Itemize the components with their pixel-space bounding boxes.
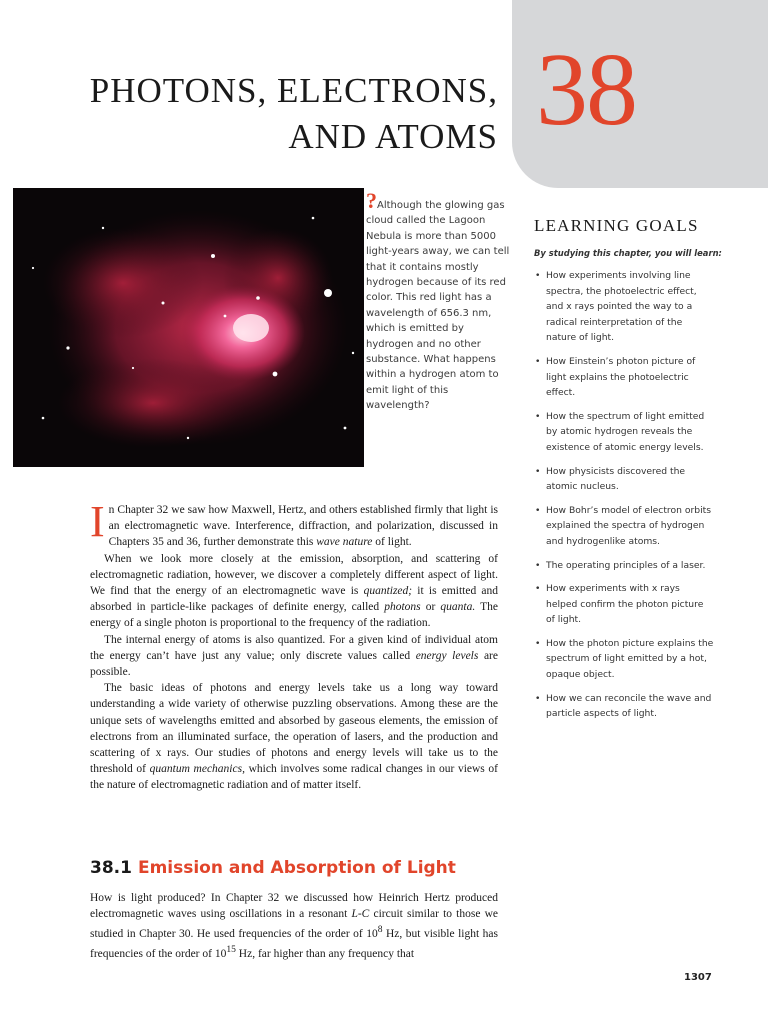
goal-item: • The operating principles of a laser.: [534, 558, 714, 574]
paragraph: In Chapter 32 we saw how Maxwell, Hertz, and others established firmly that light is an electromagnetic wave. Interference, diffraction, and polarization, discussed in Chapters 35 and 36, further demonstrate this wave nature of light.: [90, 497, 498, 549]
learning-goals-heading: LEARNING GOALS: [534, 216, 699, 235]
paragraph: The basic ideas of photons and energy levels take us a long way toward understanding a wide variety of otherwise puzzling observations. Among these are the unique sets of wavelengths emitted and absorbed by gaseous elements, the emission of electrons from an illuminated surface, the operation of lasers, and the production and scattering of x rays. Our studies of photons and energy levels will take us to the threshold of quantum mechanics, which involves some radical changes in our views of the nature of electromagnetic radiation and of matter itself.: [90, 682, 498, 792]
chapter-title-line2: AND ATOMS: [288, 117, 498, 156]
photo-caption: [366, 188, 512, 414]
goal-item: • How Bohr’s model of electron orbits explained the spectra of hydrogen and hydrogenlike atoms.: [534, 503, 714, 550]
paragraph: The internal energy of atoms is also quantized. For a given kind of individual atom the energy can’t have just any value; only discrete values called energy levels are possible.: [90, 633, 498, 679]
section-heading: [90, 858, 456, 878]
goal-item: • How the photon picture explains the spectrum of light emitted by a hot, opaque object.: [534, 636, 714, 683]
caption-text: Although the glowing gas cloud called the Lagoon Nebula is more than 5000 light-years away, we can tell that it contains mostly hydrogen because of its red color. This red light has a wavelength of 656.3 nm, which is emitted by hydrogen and no other substance. What happens within a hydrogen atom to emit light of this wavelength?: [366, 200, 510, 412]
goal-item: • How the spectrum of light emitted by atomic hydrogen reveals the existence of atomic energy levels.: [534, 409, 714, 456]
chapter-intro-text: [90, 497, 499, 794]
chapter-title: [90, 68, 498, 160]
learning-goals: [534, 216, 722, 730]
goal-item: • How experiments with x rays helped confirm the photon picture of light.: [534, 581, 714, 628]
section-title: Emission and Absorption of Light: [137, 858, 456, 878]
goal-item: • How we can reconcile the wave and particle aspects of light.: [534, 691, 714, 722]
goal-item: • How Einstein’s photon picture of light explains the photoelectric effect.: [534, 354, 714, 401]
goal-item: • How experiments involving line spectra, the photoelectric effect, and x rays pointed the way to a radical reinterpretation of the nature of light.: [534, 268, 714, 346]
chapter-number: 38: [536, 32, 636, 147]
goal-item: • How physicists discovered the atomic nucleus.: [534, 464, 714, 495]
page-number: 1307: [684, 972, 712, 983]
section-number: 38.1: [90, 858, 132, 878]
drop-cap: I: [90, 497, 105, 546]
section-text: [90, 890, 498, 962]
chapter-title-line1: PHOTONS, ELECTRONS,: [89, 71, 498, 110]
question-mark-icon: ?: [366, 188, 377, 213]
learning-goals-intro: By studying this chapter, you will learn:: [534, 248, 722, 258]
learning-goals-list: [534, 268, 714, 722]
paragraph: When we look more closely at the emission, absorption, and scattering of electromagnetic radiation, however, we discover a completely different aspect of light. We find that the energy of an electromagnetic wave is quantized; it is emitted and absorbed in particle-like packages of definite energy, called photons or quanta. The energy of a single photon is proportional to the frequency of the radiation.: [90, 552, 499, 630]
paragraph: How is light produced? In Chapter 32 we discussed how Heinrich Hertz produced electromagnetic waves using oscillations in a resonant L-C circuit similar to those we studied in Chapter 30. He used frequencies of the order of $10^8$ Hz, but visible light has frequencies of the order of $10^{15}$ Hz, far higher than any frequency that: [90, 892, 498, 961]
nebula-photo: [13, 188, 364, 467]
